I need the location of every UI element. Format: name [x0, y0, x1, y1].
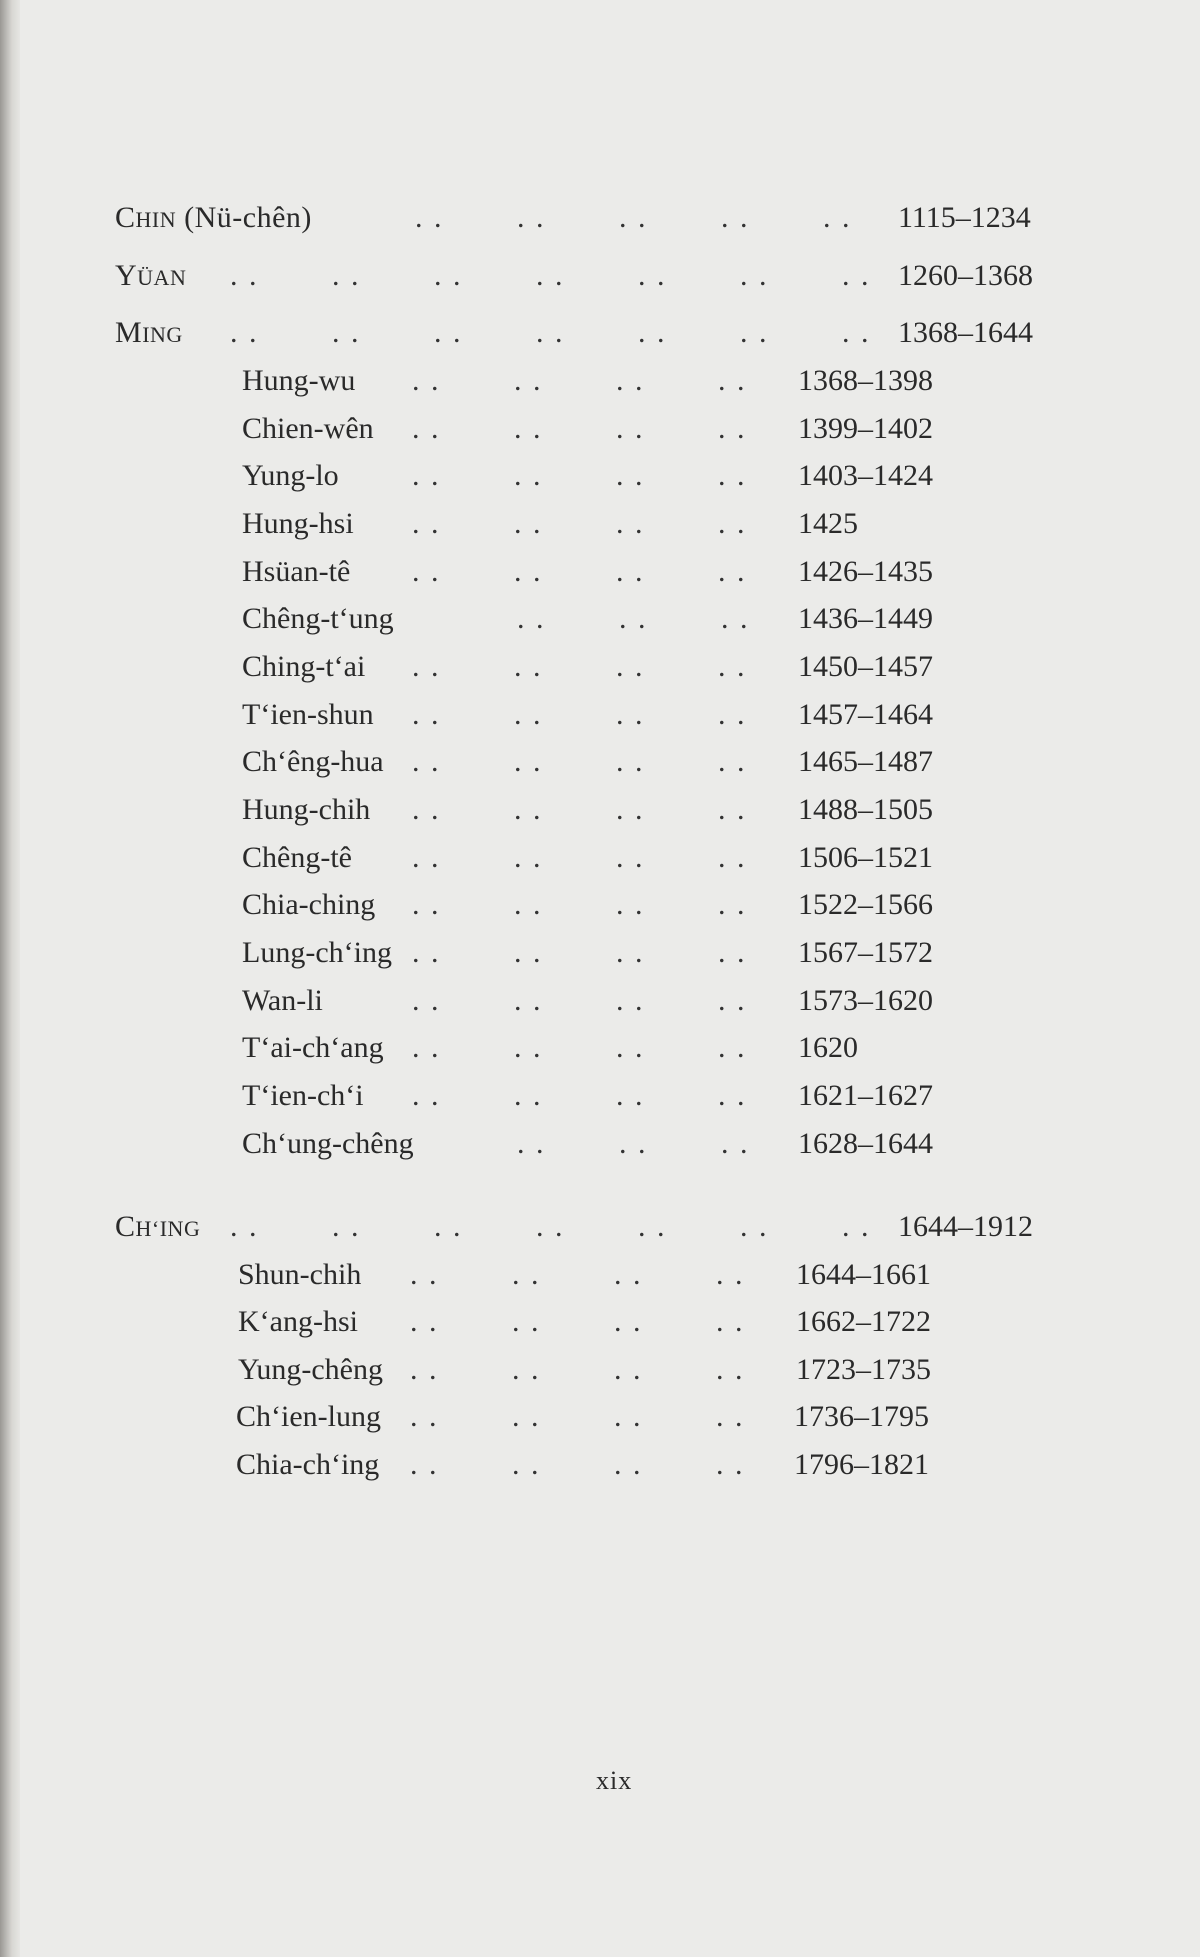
- dynasty-ming: MING: [115, 316, 183, 349]
- leader-dots: . . . . . . . .: [412, 745, 747, 778]
- reign-name: T‘ien-ch‘i: [242, 1079, 364, 1112]
- dynasty-ching-dates: 1644–1912: [898, 1210, 1033, 1243]
- leader-dots: . . . . . .: [517, 1127, 750, 1160]
- reign-name: Chien-wên: [242, 412, 374, 445]
- reign-name: Chia-ch‘ing: [236, 1448, 380, 1481]
- reign-name: Chia-ching: [242, 888, 376, 921]
- reign-dates: 1796–1821: [794, 1448, 929, 1481]
- leader-dots: . . . . . . . .: [412, 936, 747, 969]
- dynasty-yuan: YÜAN: [115, 259, 187, 292]
- reign-dates: 1522–1566: [798, 888, 933, 921]
- leader-dots: . . . . . . . . . .: [415, 201, 852, 234]
- reign-name: Shun-chih: [238, 1258, 362, 1291]
- reign-dates: 1573–1620: [798, 984, 933, 1017]
- leader-dots: . . . . . . . .: [412, 698, 747, 731]
- reign-dates: 1450–1457: [798, 650, 933, 683]
- reign-name: Ch‘ung-chêng: [242, 1127, 414, 1160]
- leader-dots: . . . . . . . .: [410, 1353, 745, 1386]
- dynasty-chin: CHIN (Nü-chên): [115, 201, 312, 234]
- reign-name: Hung-hsi: [242, 507, 354, 540]
- leader-dots: . . . . . . . .: [412, 459, 747, 492]
- reign-dates: 1723–1735: [796, 1353, 931, 1386]
- reign-dates: 1457–1464: [798, 698, 933, 731]
- leader-dots: . . . . . . . .: [412, 650, 747, 683]
- reign-name: Yung-lo: [242, 459, 339, 492]
- reign-dates: 1426–1435: [798, 555, 933, 588]
- leader-dots: . . . . . . . .: [410, 1258, 745, 1291]
- reign-dates: 1465–1487: [798, 745, 933, 778]
- leader-dots: . . . . . . . . . . . . . .: [230, 1210, 871, 1243]
- leader-dots: . . . . . . . . . . . . . .: [230, 259, 871, 292]
- reign-dates: 1403–1424: [798, 459, 933, 492]
- page-number: xix: [596, 1766, 633, 1795]
- leader-dots: . . . . . . . .: [412, 555, 747, 588]
- reign-name: Hung-chih: [242, 793, 371, 826]
- reign-dates: 1628–1644: [798, 1127, 933, 1160]
- reign-dates: 1644–1661: [796, 1258, 931, 1291]
- leader-dots: . . . . . . . .: [410, 1305, 745, 1338]
- reign-name: Chêng-t‘ung: [242, 602, 394, 635]
- dynasty-ching: CH‘ING: [115, 1210, 201, 1243]
- reign-dates: 1368–1398: [798, 364, 933, 397]
- leader-dots: . . . . . . . .: [412, 984, 747, 1017]
- reign-name: Wan-li: [242, 984, 323, 1017]
- leader-dots: . . . . . . . .: [412, 841, 747, 874]
- reign-dates: 1436–1449: [798, 602, 933, 635]
- reign-dates: 1567–1572: [798, 936, 933, 969]
- reign-dates: 1621–1627: [798, 1079, 933, 1112]
- leader-dots: . . . . . . . .: [412, 888, 747, 921]
- reign-dates: 1488–1505: [798, 793, 933, 826]
- leader-dots: . . . . . . . .: [412, 1031, 747, 1064]
- dynasty-yuan-dates: 1260–1368: [898, 259, 1033, 292]
- leader-dots: . . . . . .: [517, 602, 750, 635]
- reign-dates: 1662–1722: [796, 1305, 931, 1338]
- reign-name: Ch‘êng-hua: [242, 745, 384, 778]
- reign-name: T‘ien-shun: [242, 698, 374, 731]
- dynasty-chin-dates: 1115–1234: [898, 201, 1031, 234]
- leader-dots: . . . . . . . .: [412, 412, 747, 445]
- reign-name: Chêng-tê: [242, 841, 352, 874]
- leader-dots: . . . . . . . .: [412, 364, 747, 397]
- reign-name: Hsüan-tê: [242, 555, 351, 588]
- reign-dates: 1506–1521: [798, 841, 933, 874]
- reign-name: Ching-t‘ai: [242, 650, 366, 683]
- reign-name: Yung-chêng: [238, 1353, 383, 1386]
- reign-name: Ch‘ien-lung: [236, 1400, 381, 1433]
- leader-dots: . . . . . . . .: [412, 1079, 747, 1112]
- reign-name: T‘ai-ch‘ang: [242, 1031, 384, 1064]
- reign-dates: 1399–1402: [798, 412, 933, 445]
- reign-name: Lung-ch‘ing: [242, 936, 392, 969]
- leader-dots: . . . . . . . .: [412, 793, 747, 826]
- book-gutter-edge: [0, 0, 20, 1957]
- reign-dates: 1736–1795: [794, 1400, 929, 1433]
- reign-name: K‘ang-hsi: [238, 1305, 358, 1338]
- leader-dots: . . . . . . . .: [410, 1400, 745, 1433]
- leader-dots: . . . . . . . .: [410, 1448, 745, 1481]
- dynasty-ming-dates: 1368–1644: [898, 316, 1033, 349]
- reign-name: Hung-wu: [242, 364, 356, 397]
- leader-dots: . . . . . . . .: [412, 507, 747, 540]
- reign-dates: 1425: [798, 507, 858, 540]
- reign-dates: 1620: [798, 1031, 858, 1064]
- page: [20, 0, 1200, 1957]
- leader-dots: . . . . . . . . . . . . . .: [230, 316, 871, 349]
